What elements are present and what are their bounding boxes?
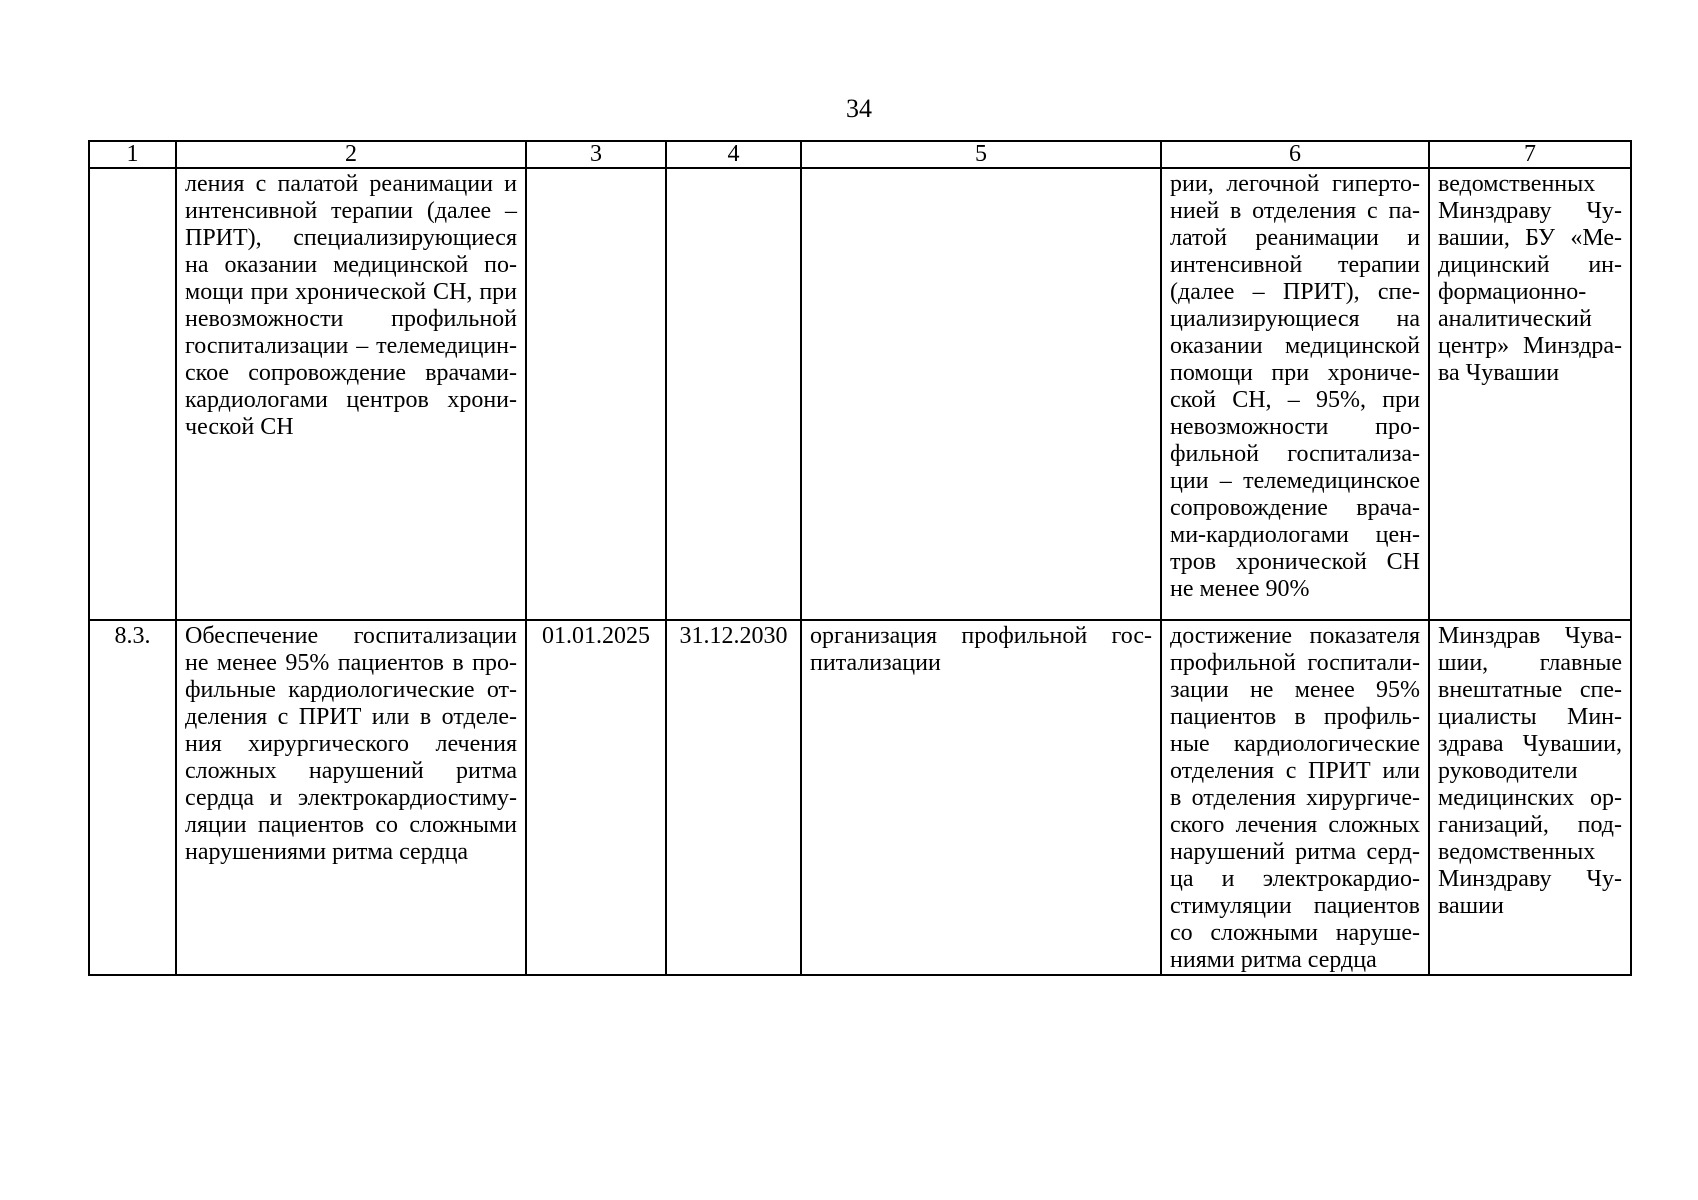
column-header-5: 5 <box>801 141 1161 168</box>
cell-date-start <box>526 168 666 620</box>
column-header-1: 1 <box>89 141 176 168</box>
table-row-8-3 <box>89 620 1631 975</box>
cell-date-end: 31.12.2030 <box>666 620 801 975</box>
cell-date-end <box>666 168 801 620</box>
cell-responsible: ведомственных Минздраву Чу- вашии, БУ «Ме- дицинский ин- формационно- аналитический центр» Минздра- ва Чувашии <box>1429 168 1631 620</box>
cell-result: организация профильной гос- питализации <box>801 620 1161 975</box>
cell-characteristic: рии, легочной гиперто- нией в отделения с па- латой реанимации и интенсивной терапии (далее – ПРИТ), спе- циализирующиеся на оказании медицинской помощи при хрониче- ской СН, – 95%, при невозможности про- фильной госпитализа- ции – телемедицинское сопровождение врача- ми-кардиологами цен- тров хронической СН не менее 90% <box>1161 168 1429 620</box>
cell-result <box>801 168 1161 620</box>
cell-characteristic: достижение показателя профильной госпитали- зации не менее 95% пациентов в профиль- ные кардиологические отделения с ПРИТ или в отделения хирургиче- ского лечения сложных нарушений ритма серд- ца и электрокардио- стимуляции пациентов со сложными наруше- ниями ритма сердца <box>1161 620 1429 975</box>
page-number: 34 <box>846 94 872 123</box>
cell-responsible: Минздрав Чува- шии, главные внештатные спе- циалисты Мин- здрава Чувашии, руководители медицинских ор- ганизаций, под- ведомственных Минздраву Чу- вашии <box>1429 620 1631 975</box>
column-header-2: 2 <box>176 141 526 168</box>
column-header-7: 7 <box>1429 141 1631 168</box>
table-row-continuation <box>89 168 1631 620</box>
cell-row-number <box>89 168 176 620</box>
cell-date-start: 01.01.2025 <box>526 620 666 975</box>
cell-row-number: 8.3. <box>89 620 176 975</box>
column-header-4: 4 <box>666 141 801 168</box>
column-header-3: 3 <box>526 141 666 168</box>
document-table <box>88 140 1632 976</box>
cell-activity: ления с палатой реанимации и интенсивной терапии (далее – ПРИТ), специализирующиеся на оказании медицинской по- мощи при хронической СН, при невозможности профильной госпитализации – телемедицин- ское сопровождение врачами- кардиологами центров хрони- ческой СН <box>176 168 526 620</box>
header-row <box>89 141 1631 168</box>
column-header-6: 6 <box>1161 141 1429 168</box>
cell-activity: Обеспечение госпитализации не менее 95% пациентов в про- фильные кардиологические от- деления с ПРИТ или в отделе- ния хирургического лечения сложных нарушений ритма сердца и электрокардиостиму- ляции пациентов со сложными нарушениями ритма сердца <box>176 620 526 975</box>
